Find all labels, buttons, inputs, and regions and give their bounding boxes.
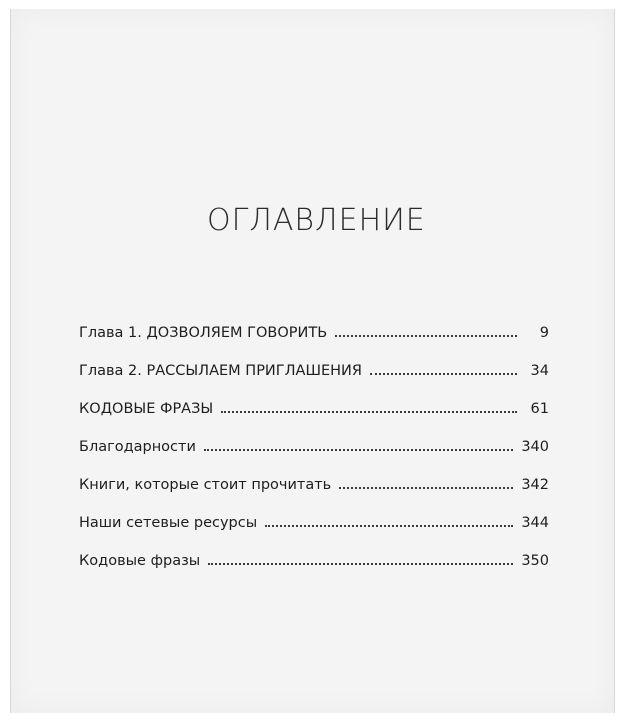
toc-title: ОГЛАВЛЕНИЕ bbox=[207, 203, 426, 238]
toc-entry-page: 342 bbox=[521, 477, 549, 493]
toc-entry[interactable] bbox=[79, 419, 549, 457]
toc-entry-page: 34 bbox=[530, 363, 549, 379]
toc-entry[interactable] bbox=[79, 457, 549, 495]
toc-entry-page: 340 bbox=[521, 439, 549, 455]
toc-entry-label: Наши сетевые ресурсы bbox=[79, 515, 258, 531]
dot-leader bbox=[208, 562, 513, 565]
dot-leader bbox=[370, 372, 517, 375]
toc-entry[interactable] bbox=[79, 305, 549, 343]
toc-entry-page: 61 bbox=[530, 401, 549, 417]
toc-entry-label: Благодарности bbox=[79, 439, 196, 455]
show-through-text bbox=[191, 175, 195, 191]
dot-leader bbox=[339, 486, 513, 489]
toc-entry-page: 350 bbox=[521, 553, 549, 569]
toc-entry[interactable] bbox=[79, 495, 549, 533]
toc-entry-page: 9 bbox=[539, 325, 549, 341]
toc-entry-label: Глава 2. РАССЫЛАЕМ ПРИГЛАШЕНИЯ bbox=[79, 363, 362, 379]
dot-leader bbox=[335, 334, 517, 337]
toc-entry[interactable] bbox=[79, 533, 549, 571]
toc-entry-label: Книги, которые стоит прочитать bbox=[79, 477, 332, 493]
toc-entry-label: КОДОВЫЕ ФРАЗЫ bbox=[79, 401, 214, 417]
toc-entry[interactable] bbox=[79, 381, 549, 419]
toc-entry-page: 344 bbox=[521, 515, 549, 531]
toc-entry[interactable] bbox=[79, 343, 549, 381]
toc-entry-label: Кодовые фразы bbox=[79, 553, 201, 569]
dot-leader bbox=[221, 410, 517, 413]
toc-entry-label: Глава 1. ДОЗВОЛЯЕМ ГОВОРИТЬ bbox=[79, 325, 328, 341]
book-page bbox=[10, 9, 615, 713]
toc-list bbox=[79, 305, 549, 571]
dot-leader bbox=[265, 524, 513, 527]
dot-leader bbox=[204, 448, 513, 451]
